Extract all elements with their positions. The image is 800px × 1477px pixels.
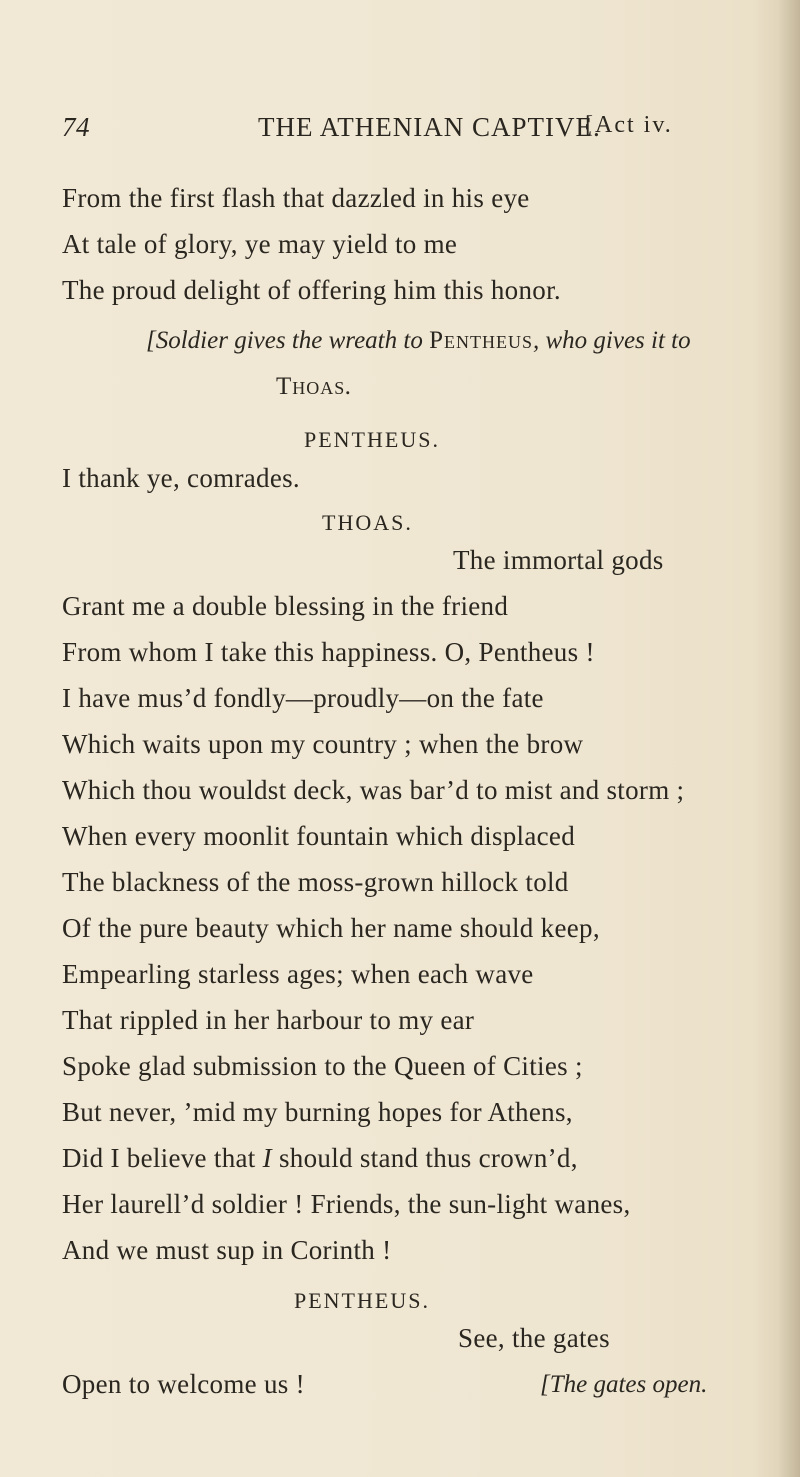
verse-line: But never, ’mid my burning hopes for Athens, xyxy=(62,1097,573,1127)
verse-line: From whom I take this happiness. O, Pentheus ! xyxy=(62,637,595,667)
speaker-name: PENTHEUS. xyxy=(294,1288,430,1313)
verse-line: I have mus’d fondly—proudly—on the fate xyxy=(62,683,544,713)
stage-direction: [The gates open. xyxy=(540,1371,708,1398)
verse-line: I thank ye, comrades. xyxy=(62,463,300,493)
verse-line: And we must sup in Corinth ! xyxy=(62,1235,392,1265)
page-number: 74 xyxy=(62,112,90,142)
verse-line: Did I believe that I should stand thus crown’d, xyxy=(62,1143,578,1173)
verse-line: Empearling starless ages; when each wave xyxy=(62,959,534,989)
stage-direction: [Soldier gives the wreath to Pentheus, who gives it to xyxy=(146,327,691,354)
verse-line: The blackness of the moss-grown hillock told xyxy=(62,867,569,897)
verse-line: Her laurell’d soldier ! Friends, the sun-light wanes, xyxy=(62,1189,631,1219)
verse-line: The immortal gods xyxy=(453,545,664,575)
verse-line: Spoke glad submission to the Queen of Cities ; xyxy=(62,1051,583,1081)
verse-line: See, the gates xyxy=(458,1323,610,1353)
emphasized-word: I xyxy=(262,1143,272,1173)
verse-line: Grant me a double blessing in the friend xyxy=(62,591,509,621)
verse-line: The proud delight of offering him this honor. xyxy=(62,275,561,305)
running-header xyxy=(0,112,800,152)
verse-line: From the first flash that dazzled in his eye xyxy=(62,183,530,213)
verse-line: Which thou wouldst deck, was bar’d to mist and storm ; xyxy=(62,775,685,805)
verse-line: At tale of glory, ye may yield to me xyxy=(62,229,458,259)
speaker-name: PENTHEUS. xyxy=(304,427,440,452)
speaker-name: THOAS. xyxy=(322,510,413,535)
verse-line: Which waits upon my country ; when the brow xyxy=(62,729,584,759)
verse-line: That rippled in her harbour to my ear xyxy=(62,1005,475,1035)
verse-line: Of the pure beauty which her name should keep, xyxy=(62,913,600,943)
stage-direction-cont: Thoas. xyxy=(276,373,352,400)
act-label: [Act iv. xyxy=(585,112,673,138)
running-title: THE ATHENIAN CAPTIVE. xyxy=(258,112,601,142)
page-edge-shadow xyxy=(778,0,800,1477)
verse-line: When every moonlit fountain which displaced xyxy=(62,821,576,851)
verse-line: Open to welcome us ! xyxy=(62,1369,305,1399)
